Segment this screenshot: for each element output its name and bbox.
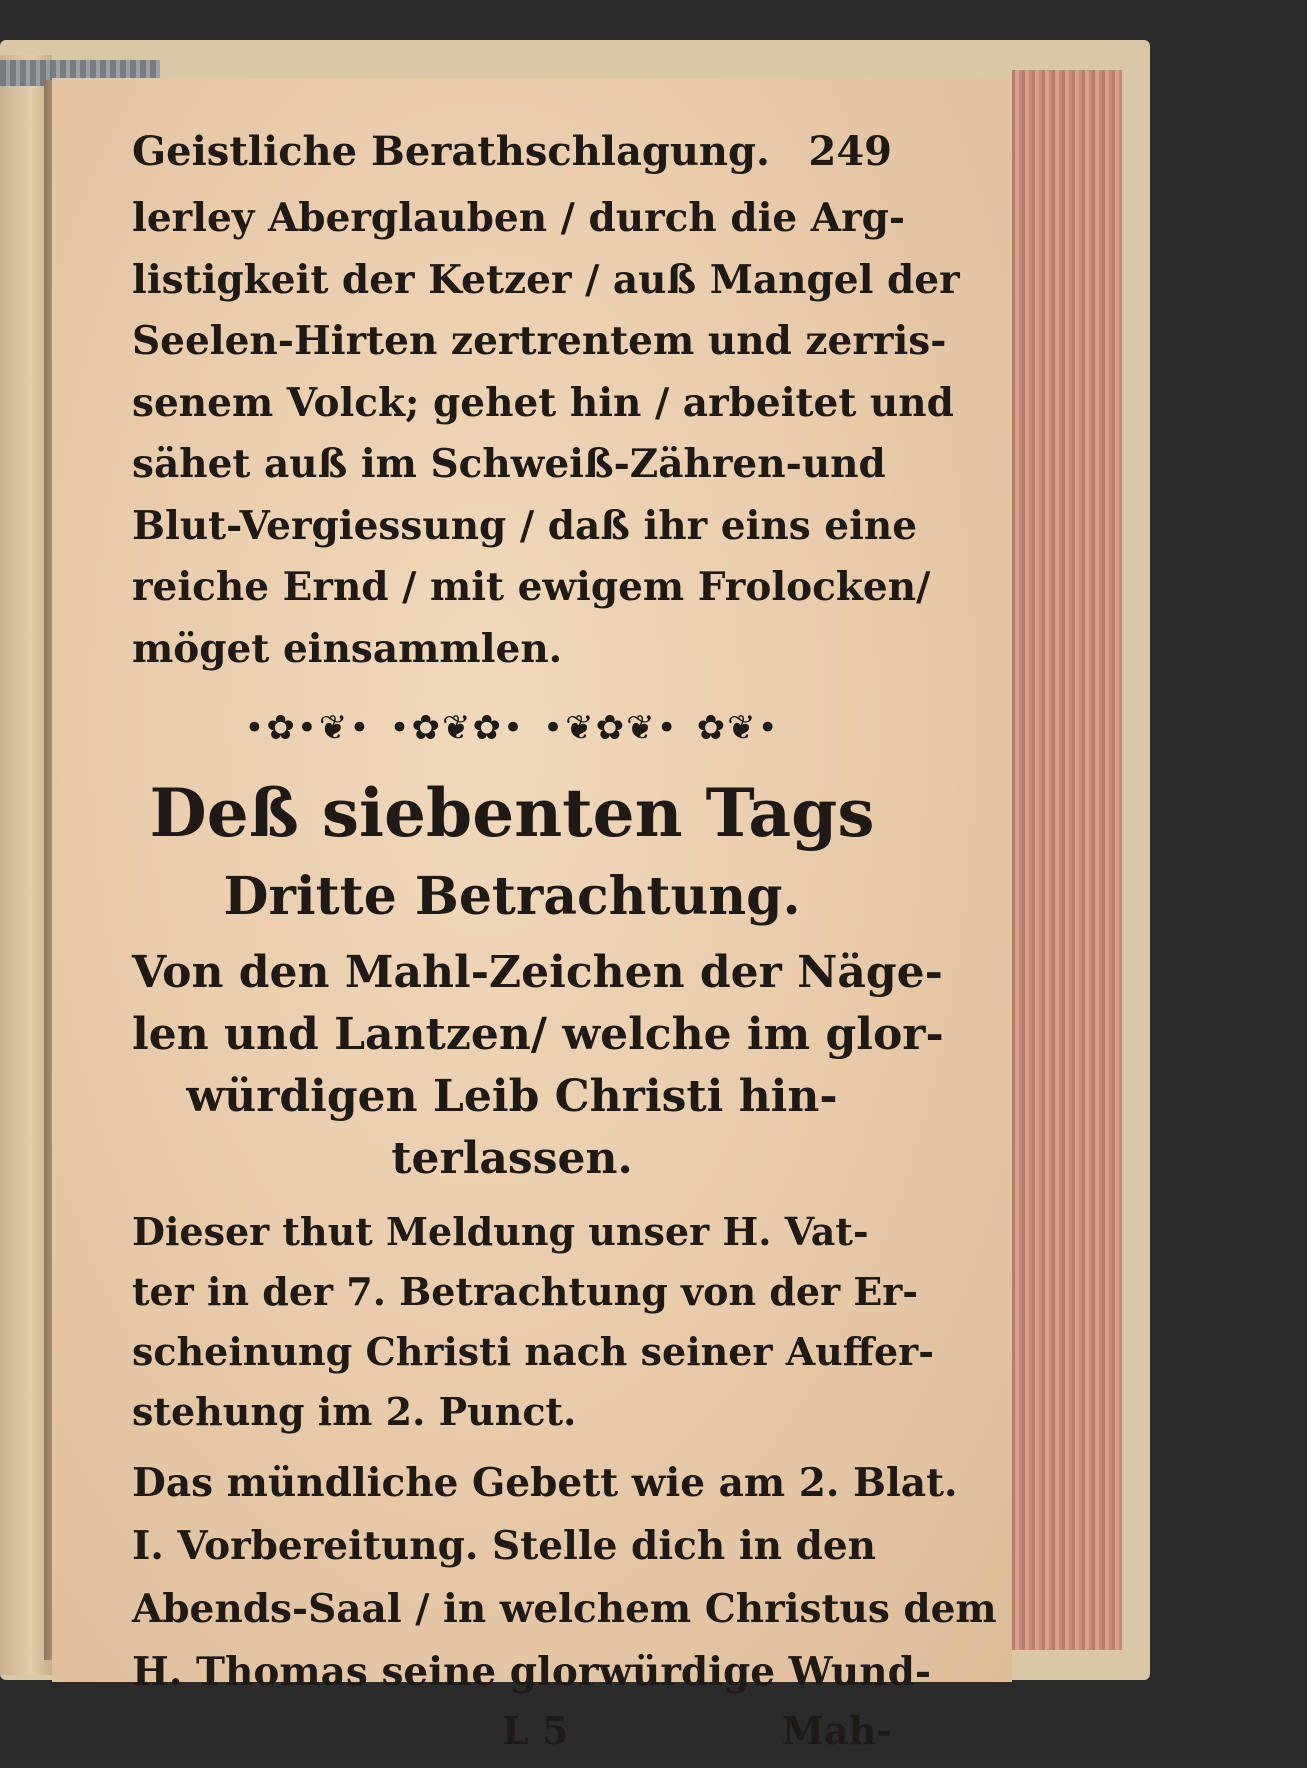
running-title: Geistliche Berathschlagung. xyxy=(132,128,770,175)
topic-line: würdigen Leib Christi hin- xyxy=(186,1071,838,1122)
ornament-piece: •❦✿❦• xyxy=(543,708,679,748)
note-line: stehung im 2. Punct. xyxy=(132,1389,577,1434)
ornament-piece: •✿❦✿• xyxy=(389,708,526,748)
catchword: Mah- xyxy=(781,1708,892,1753)
signature-mark: L 5 xyxy=(502,1708,569,1753)
paragraph-continued xyxy=(132,188,960,680)
topic-line: terlassen. xyxy=(391,1133,633,1184)
note-line: Dieser thut Meldung unser H. Vat- xyxy=(132,1209,869,1254)
chapter-subtitle: Dritte Betrachtung. xyxy=(223,866,801,927)
page-number: 249 xyxy=(808,128,892,175)
topic-line: Von den Mahl-Zeichen der Näge- xyxy=(132,947,943,998)
topic-line: len und Lantzen/ welche im glor- xyxy=(132,1009,944,1060)
page-content xyxy=(132,128,997,1768)
preparation-paragraph xyxy=(132,1452,997,1704)
ornament-divider xyxy=(132,708,892,748)
text-line: Das mündliche Gebett wie am 2. Blat. xyxy=(132,1460,958,1506)
text-line: Blut-Vergiessung / daß ihr eins eine xyxy=(132,502,918,549)
running-header xyxy=(132,128,892,188)
chapter-topic xyxy=(132,942,944,1190)
text-line: sähet auß im Schweiß-Zähren-und xyxy=(132,441,886,487)
text-line: lerley Aberglauben / durch die Arg- xyxy=(132,195,906,241)
ornament-piece: •✿•❦• xyxy=(244,708,372,748)
text-line: Seelen-Hirten zertrentem und zerris- xyxy=(132,318,947,364)
text-line: möget einsammlen. xyxy=(132,625,563,672)
text-line: I. Vorbereitung. Stelle dich in den xyxy=(132,1523,877,1569)
note-line: scheinung Christi nach seiner Auffer- xyxy=(132,1329,934,1374)
note-line: ter in der 7. Betrachtung von der Er- xyxy=(132,1269,919,1314)
text-line: senem Volck; gehet hin / arbeitet und xyxy=(132,379,954,426)
text-line: listigkeit der Ketzer / auß Mangel der xyxy=(132,256,960,303)
reference-note xyxy=(132,1202,934,1442)
text-line: Abends-Saal / in welchem Christus dem xyxy=(132,1586,997,1632)
ornament-piece: ✿❦• xyxy=(696,708,780,748)
text-line: reiche Ernd / mit ewigem Frolocken/ xyxy=(132,564,931,610)
page-edges xyxy=(1012,70,1136,1650)
page-footer xyxy=(132,1708,892,1768)
chapter-title: Deß siebenten Tags xyxy=(149,774,875,852)
text-line: H. Thomas seine glorwürdige Wund- xyxy=(132,1649,932,1695)
